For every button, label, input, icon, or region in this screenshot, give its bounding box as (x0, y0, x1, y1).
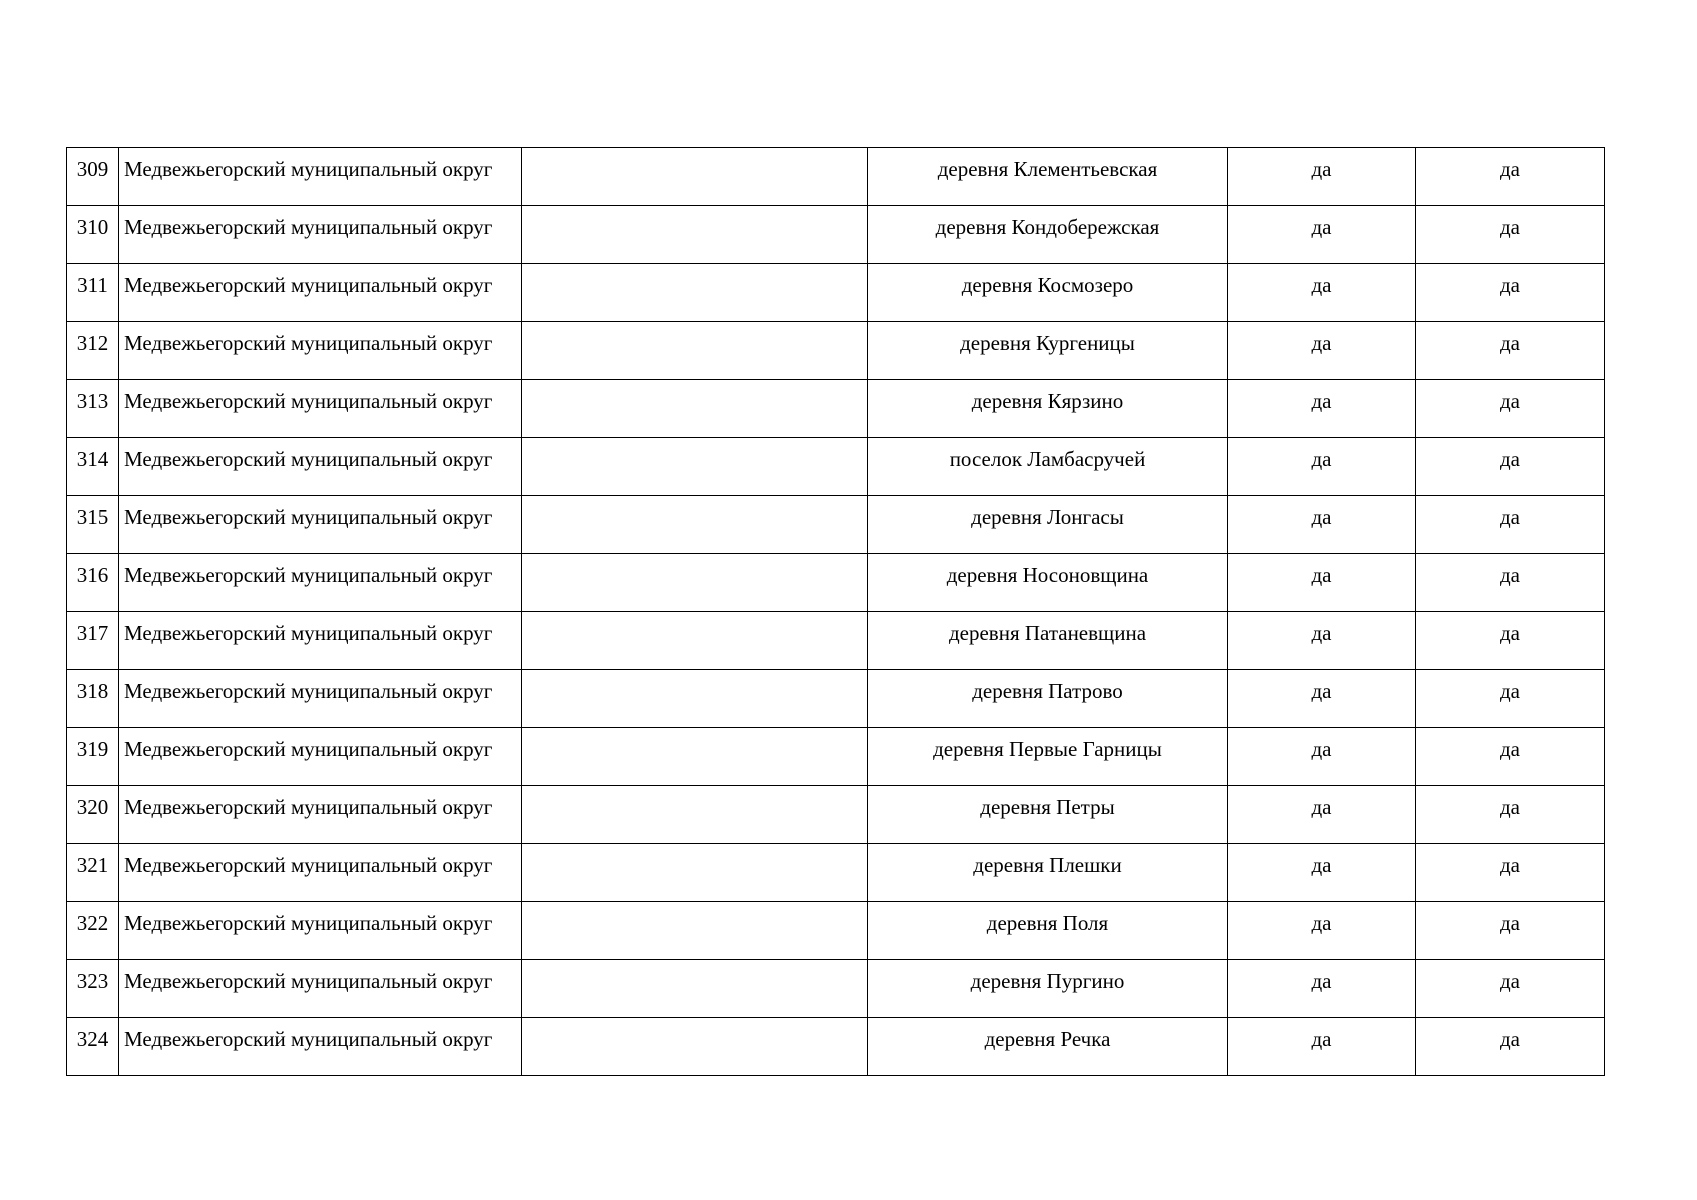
row-number-cell: 324 (67, 1018, 119, 1076)
settlement-cell: деревня Плешки (868, 844, 1228, 902)
flag-cell-2: да (1416, 322, 1605, 380)
row-number-cell: 314 (67, 438, 119, 496)
table-row (67, 728, 1605, 786)
flag-cell-1: да (1228, 1018, 1416, 1076)
settlement-cell: деревня Патрово (868, 670, 1228, 728)
flag-cell-1: да (1228, 438, 1416, 496)
table-row (67, 496, 1605, 554)
flag-cell-1: да (1228, 322, 1416, 380)
flag-cell-1: да (1228, 902, 1416, 960)
district-cell: Медвежьегорский муниципальный округ (119, 148, 522, 206)
settlement-cell: деревня Клементьевская (868, 148, 1228, 206)
blank-cell (522, 960, 868, 1018)
flag-cell-1: да (1228, 496, 1416, 554)
flag-cell-1: да (1228, 844, 1416, 902)
blank-cell (522, 728, 868, 786)
flag-cell-2: да (1416, 148, 1605, 206)
row-number-cell: 312 (67, 322, 119, 380)
district-cell: Медвежьегорский муниципальный округ (119, 554, 522, 612)
blank-cell (522, 148, 868, 206)
settlement-cell: деревня Поля (868, 902, 1228, 960)
table-row (67, 670, 1605, 728)
table-row (67, 554, 1605, 612)
row-number-cell: 310 (67, 206, 119, 264)
blank-cell (522, 1018, 868, 1076)
table-row (67, 380, 1605, 438)
blank-cell (522, 496, 868, 554)
blank-cell (522, 206, 868, 264)
table-row (67, 438, 1605, 496)
district-cell: Медвежьегорский муниципальный округ (119, 322, 522, 380)
flag-cell-2: да (1416, 438, 1605, 496)
flag-cell-1: да (1228, 728, 1416, 786)
flag-cell-2: да (1416, 670, 1605, 728)
settlement-cell: деревня Петры (868, 786, 1228, 844)
flag-cell-2: да (1416, 496, 1605, 554)
blank-cell (522, 902, 868, 960)
blank-cell (522, 264, 868, 322)
district-cell: Медвежьегорский муниципальный округ (119, 1018, 522, 1076)
row-number-cell: 315 (67, 496, 119, 554)
flag-cell-1: да (1228, 670, 1416, 728)
blank-cell (522, 612, 868, 670)
table-body (67, 148, 1605, 1076)
row-number-cell: 322 (67, 902, 119, 960)
flag-cell-2: да (1416, 554, 1605, 612)
district-cell: Медвежьегорский муниципальный округ (119, 496, 522, 554)
row-number-cell: 321 (67, 844, 119, 902)
flag-cell-2: да (1416, 960, 1605, 1018)
district-cell: Медвежьегорский муниципальный округ (119, 438, 522, 496)
flag-cell-2: да (1416, 902, 1605, 960)
blank-cell (522, 438, 868, 496)
flag-cell-1: да (1228, 148, 1416, 206)
flag-cell-1: да (1228, 264, 1416, 322)
flag-cell-2: да (1416, 1018, 1605, 1076)
row-number-cell: 311 (67, 264, 119, 322)
row-number-cell: 316 (67, 554, 119, 612)
district-cell: Медвежьегорский муниципальный округ (119, 206, 522, 264)
district-cell: Медвежьегорский муниципальный округ (119, 264, 522, 322)
flag-cell-2: да (1416, 786, 1605, 844)
blank-cell (522, 670, 868, 728)
row-number-cell: 313 (67, 380, 119, 438)
row-number-cell: 317 (67, 612, 119, 670)
table-row (67, 902, 1605, 960)
district-cell: Медвежьегорский муниципальный округ (119, 844, 522, 902)
table-row (67, 960, 1605, 1018)
table-row (67, 264, 1605, 322)
district-cell: Медвежьегорский муниципальный округ (119, 902, 522, 960)
settlement-cell: деревня Лонгасы (868, 496, 1228, 554)
settlements-table (66, 147, 1605, 1076)
flag-cell-1: да (1228, 612, 1416, 670)
district-cell: Медвежьегорский муниципальный округ (119, 612, 522, 670)
flag-cell-1: да (1228, 380, 1416, 438)
flag-cell-2: да (1416, 728, 1605, 786)
settlement-cell: деревня Кондобережская (868, 206, 1228, 264)
settlement-cell: деревня Первые Гарницы (868, 728, 1228, 786)
blank-cell (522, 786, 868, 844)
row-number-cell: 309 (67, 148, 119, 206)
district-cell: Медвежьегорский муниципальный округ (119, 786, 522, 844)
settlement-cell: деревня Носоновщина (868, 554, 1228, 612)
settlement-cell: деревня Речка (868, 1018, 1228, 1076)
flag-cell-2: да (1416, 264, 1605, 322)
blank-cell (522, 554, 868, 612)
table-row (67, 612, 1605, 670)
settlement-cell: деревня Кярзино (868, 380, 1228, 438)
table-row (67, 844, 1605, 902)
settlement-cell: деревня Пургино (868, 960, 1228, 1018)
flag-cell-2: да (1416, 844, 1605, 902)
row-number-cell: 320 (67, 786, 119, 844)
flag-cell-2: да (1416, 612, 1605, 670)
table-row (67, 1018, 1605, 1076)
district-cell: Медвежьегорский муниципальный округ (119, 380, 522, 438)
district-cell: Медвежьегорский муниципальный округ (119, 670, 522, 728)
blank-cell (522, 380, 868, 438)
flag-cell-1: да (1228, 786, 1416, 844)
table-row (67, 786, 1605, 844)
district-cell: Медвежьегорский муниципальный округ (119, 728, 522, 786)
flag-cell-2: да (1416, 206, 1605, 264)
blank-cell (522, 844, 868, 902)
row-number-cell: 319 (67, 728, 119, 786)
table-row (67, 322, 1605, 380)
district-cell: Медвежьегорский муниципальный округ (119, 960, 522, 1018)
settlement-cell: деревня Космозеро (868, 264, 1228, 322)
blank-cell (522, 322, 868, 380)
table-row (67, 206, 1605, 264)
row-number-cell: 323 (67, 960, 119, 1018)
settlement-cell: деревня Патаневщина (868, 612, 1228, 670)
flag-cell-1: да (1228, 554, 1416, 612)
flag-cell-1: да (1228, 206, 1416, 264)
flag-cell-1: да (1228, 960, 1416, 1018)
settlement-cell: деревня Кургеницы (868, 322, 1228, 380)
row-number-cell: 318 (67, 670, 119, 728)
settlement-cell: поселок Ламбасручей (868, 438, 1228, 496)
table-row (67, 148, 1605, 206)
flag-cell-2: да (1416, 380, 1605, 438)
